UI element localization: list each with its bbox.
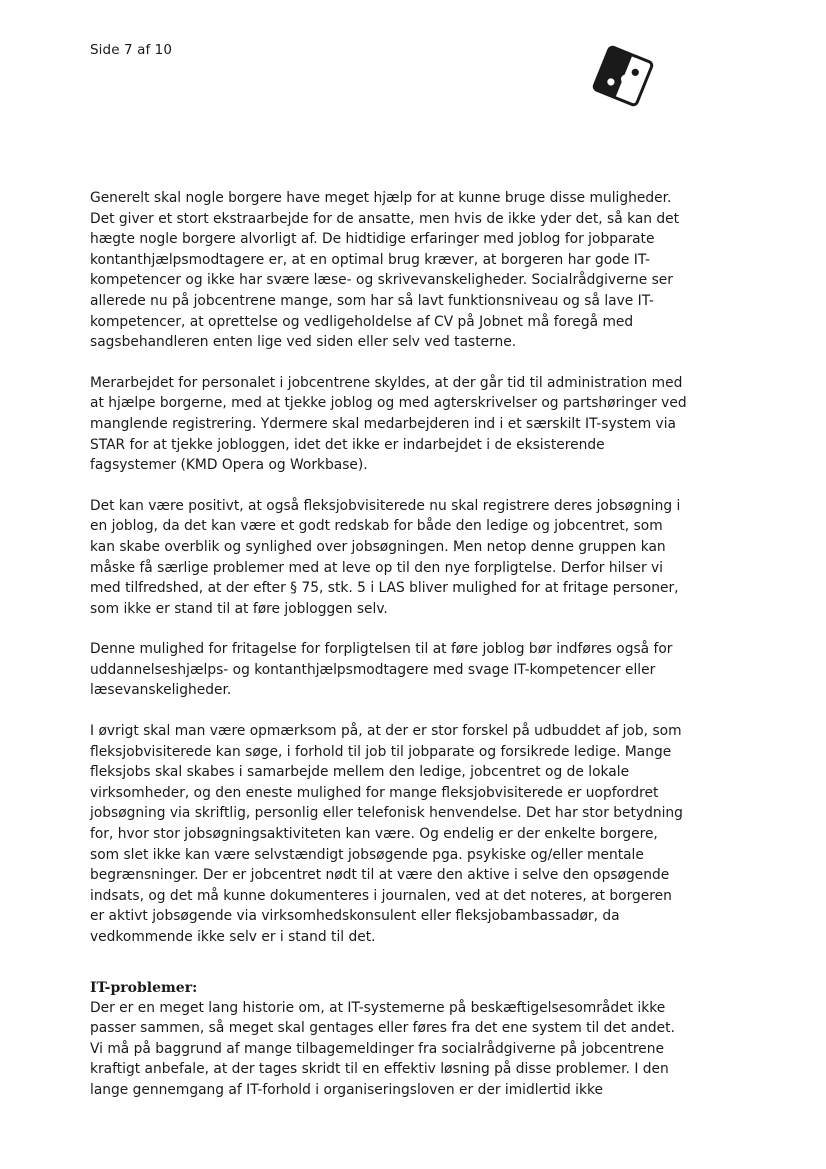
section-heading: IT-problemer: [90, 979, 198, 996]
organization-logo-icon [590, 44, 656, 108]
paragraph: Det kan være positivt, at også fleksjobvisiterede nu skal registrere deres jobsøgning i en joblog, da det kan være et godt redskab for både den ledige og jobcentret, som kan skabe overblik og synlighed over jobsøgningen. Men netop denne gruppen kan måske få særlige problemer med at leve op til den nye forpligtelse. Derfor hilser vi med tilfredshed, at der efter § 75, stk. 5 i LAS bliver mulighed for at fritage personer, som ikke er stand til at føre jobloggen selv. [90, 497, 681, 617]
paragraph: Denne mulighed for fritagelse for forpligtelsen til at føre joblog bør indføres også for uddannelseshjælps- og kontanthjælpsmodtagere med svage IT-kompetencer eller læsevanskeligheder. [90, 641, 673, 699]
paragraph: Der er en meget lang historie om, at IT-systemerne på beskæftigelsesområdet ikke passer sammen, så meget skal gentages eller føres fra det ene system til det andet. Vi må på baggrund af mange tilbagemeldinger fra socialrådgiverne på jobcentrene kraftigt anbefale, at der tages skridt til en effektiv løsning på disse problemer. I den lange gennemgang af IT-forhold i organiseringsloven er der imidlertid ikke [90, 999, 675, 1098]
paragraph: Merarbejdet for personalet i jobcentrene skyldes, at der går tid til administration med at hjælpe borgerne, med at tjekke joblog og med agterskrivelser og partshøringer ved manglende registrering. Ydermere skal medarbejderen ind i et særskilt IT-system via STAR for at tjekke jobloggen, idet det ikke er indarbejdet i de eksisterende fagsystemer (KMD Opera og Workbase). [90, 374, 687, 474]
document-body [90, 188, 690, 1101]
paragraph: I øvrigt skal man være opmærksom på, at der er stor forskel på udbuddet af job, som fleksjobvisiterede kan søge, i forhold til job til jobparate og forsikrede ledige. Mange fleksjobs skal skabes i samarbejde mellem den ledige, jobcentret og de lokale virksomheder, og den eneste mulighed for mange fleksjobvisiterede er uopfordret jobsøgning via skriftlig, personlig eller telefonisk henvendelse. Det har stor betydning for, hvor stor jobsøgningsaktiviteten kan være. Og endelig er der enkelte borgere, som slet ikke kan være selvstændigt jobsøgende pga. psykiske og/eller mentale begrænsninger. Der er jobcentret nødt til at være den aktive i selve den opsøgende indsats, og det må kunne dokumenteres i journalen, ved at det noteres, at borgeren er aktivt jobsøgende via virksomhedskonsulent eller fleksjobambassadør, da vedkommende ikke selv er i stand til det. [90, 723, 683, 945]
page-number: Side 7 af 10 [90, 42, 173, 58]
paragraph: Generelt skal nogle borgere have meget hjælp for at kunne bruge disse muligheder. Det giver et stort ekstraarbejde for de ansatte, men hvis de ikke yder det, så kan det hægte nogle borgere alvorligt af. De hidtidige erfaringer med joblog for jobparate kontanthjælpsmodtagere er, at en optimal brug kræver, at borgeren har gode IT-kompetencer og ikke har svære læse- og skrivevanskeligheder. Socialrådgiverne ser allerede nu på jobcentrene mange, som har så lavt funktionsniveau og så lave IT-kompetencer, at oprettelse og vedligeholdelse af CV på Jobnet må foregå med sagsbehandleren enten lige ved siden eller selv ved tasterne. [90, 190, 680, 351]
